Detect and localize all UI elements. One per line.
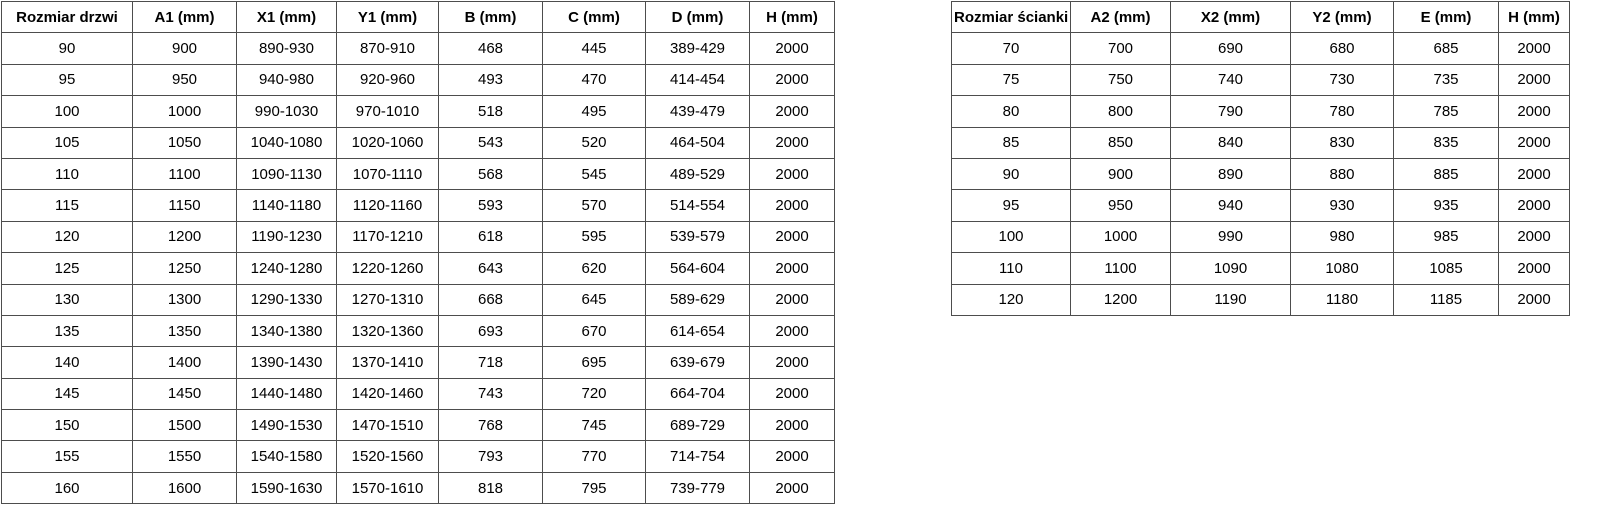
table-cell: 2000 (750, 253, 835, 284)
table-cell: 790 (1171, 96, 1291, 127)
table-cell: 1270-1310 (337, 284, 439, 315)
table-cell: 464-504 (646, 127, 750, 158)
table-row (2, 253, 835, 284)
table-row (952, 221, 1570, 252)
table-cell: 489-529 (646, 158, 750, 189)
table-cell: 970-1010 (337, 96, 439, 127)
table-cell: 439-479 (646, 96, 750, 127)
table-cell: 1250 (133, 253, 237, 284)
table-cell: 1570-1610 (337, 472, 439, 503)
table-cell: 1340-1380 (237, 315, 337, 346)
table-row (2, 158, 835, 189)
table-row (2, 284, 835, 315)
table-row (2, 33, 835, 64)
table-cell: 593 (439, 190, 543, 221)
table-cell: 140 (2, 347, 133, 378)
table-cell: 680 (1291, 33, 1394, 64)
table-cell: 1420-1460 (337, 378, 439, 409)
table-cell: 900 (1071, 158, 1171, 189)
column-header: Rozmiar drzwi (2, 2, 133, 33)
table-cell: 100 (952, 221, 1071, 252)
table-cell: 414-454 (646, 64, 750, 95)
table-cell: 920-960 (337, 64, 439, 95)
table-cell: 120 (952, 284, 1071, 315)
table-cell: 670 (543, 315, 646, 346)
column-header: D (mm) (646, 2, 750, 33)
table-row (2, 64, 835, 95)
table-cell: 570 (543, 190, 646, 221)
table-cell: 980 (1291, 221, 1394, 252)
table-cell: 70 (952, 33, 1071, 64)
table-cell: 1220-1260 (337, 253, 439, 284)
table-cell: 850 (1071, 127, 1171, 158)
table-cell: 700 (1071, 33, 1171, 64)
table-cell: 890-930 (237, 33, 337, 64)
table-cell: 1100 (133, 158, 237, 189)
table-row (952, 253, 1570, 284)
table-cell: 589-629 (646, 284, 750, 315)
table-cell: 830 (1291, 127, 1394, 158)
table-cell: 1090-1130 (237, 158, 337, 189)
column-header: H (mm) (750, 2, 835, 33)
column-header: Rozmiar ścianki (952, 2, 1071, 33)
table-cell: 743 (439, 378, 543, 409)
table-cell: 930 (1291, 190, 1394, 221)
table-cell: 160 (2, 472, 133, 503)
table-cell: 793 (439, 441, 543, 472)
table-cell: 690 (1171, 33, 1291, 64)
table-cell: 1400 (133, 347, 237, 378)
table-cell: 990-1030 (237, 96, 337, 127)
table-cell: 818 (439, 472, 543, 503)
table-cell: 620 (543, 253, 646, 284)
table-cell: 95 (952, 190, 1071, 221)
table-cell: 1290-1330 (237, 284, 337, 315)
table-cell: 2000 (1499, 221, 1570, 252)
table-cell: 1050 (133, 127, 237, 158)
table-cell: 1040-1080 (237, 127, 337, 158)
table-cell: 950 (1071, 190, 1171, 221)
table-row (2, 315, 835, 346)
table-cell: 2000 (750, 410, 835, 441)
table-cell: 1300 (133, 284, 237, 315)
table-cell: 110 (952, 253, 1071, 284)
table-cell: 2000 (750, 441, 835, 472)
table-cell: 2000 (750, 284, 835, 315)
table-cell: 689-729 (646, 410, 750, 441)
table-cell: 1185 (1394, 284, 1499, 315)
table-cell: 940 (1171, 190, 1291, 221)
table-cell: 2000 (750, 221, 835, 252)
table-cell: 643 (439, 253, 543, 284)
table-cell: 2000 (750, 33, 835, 64)
table-cell: 1540-1580 (237, 441, 337, 472)
table-cell: 2000 (750, 158, 835, 189)
table-cell: 1150 (133, 190, 237, 221)
table-cell: 1070-1110 (337, 158, 439, 189)
table-cell: 768 (439, 410, 543, 441)
table-cell: 2000 (1499, 253, 1570, 284)
table-cell: 80 (952, 96, 1071, 127)
table-cell: 2000 (750, 347, 835, 378)
table-cell: 880 (1291, 158, 1394, 189)
header-row (952, 2, 1570, 33)
table-cell: 1520-1560 (337, 441, 439, 472)
table-cell: 890 (1171, 158, 1291, 189)
column-header: Y1 (mm) (337, 2, 439, 33)
table-cell: 389-429 (646, 33, 750, 64)
table-cell: 2000 (750, 96, 835, 127)
table-cell: 493 (439, 64, 543, 95)
table-cell: 740 (1171, 64, 1291, 95)
table-cell: 618 (439, 221, 543, 252)
table-cell: 85 (952, 127, 1071, 158)
table-cell: 2000 (1499, 64, 1570, 95)
table-cell: 1100 (1071, 253, 1171, 284)
column-header: X1 (mm) (237, 2, 337, 33)
wall-panel-size-table (951, 1, 1570, 316)
table-cell: 1190-1230 (237, 221, 337, 252)
table-cell: 1600 (133, 472, 237, 503)
table-cell: 445 (543, 33, 646, 64)
table-cell: 900 (133, 33, 237, 64)
table-cell: 2000 (1499, 96, 1570, 127)
table-cell: 870-910 (337, 33, 439, 64)
table-cell: 720 (543, 378, 646, 409)
table-cell: 780 (1291, 96, 1394, 127)
table-row (2, 190, 835, 221)
table-cell: 1020-1060 (337, 127, 439, 158)
table-cell: 1090 (1171, 253, 1291, 284)
table-cell: 730 (1291, 64, 1394, 95)
table-row (2, 378, 835, 409)
table-cell: 940-980 (237, 64, 337, 95)
table-cell: 1180 (1291, 284, 1394, 315)
table-cell: 95 (2, 64, 133, 95)
table-cell: 1190 (1171, 284, 1291, 315)
table-row (952, 158, 1570, 189)
table-cell: 695 (543, 347, 646, 378)
table-cell: 145 (2, 378, 133, 409)
table-cell: 514-554 (646, 190, 750, 221)
table-row (2, 410, 835, 441)
table-cell: 568 (439, 158, 543, 189)
table-cell: 120 (2, 221, 133, 252)
table-row (2, 472, 835, 503)
table-cell: 1500 (133, 410, 237, 441)
table-cell: 840 (1171, 127, 1291, 158)
table-cell: 735 (1394, 64, 1499, 95)
table-cell: 1200 (1071, 284, 1171, 315)
table-cell: 1080 (1291, 253, 1394, 284)
table-cell: 745 (543, 410, 646, 441)
table-cell: 135 (2, 315, 133, 346)
header-row (2, 2, 835, 33)
table-cell: 520 (543, 127, 646, 158)
table-cell: 714-754 (646, 441, 750, 472)
column-header: H (mm) (1499, 2, 1570, 33)
table-cell: 150 (2, 410, 133, 441)
table-cell: 470 (543, 64, 646, 95)
table-cell: 1170-1210 (337, 221, 439, 252)
table-cell: 718 (439, 347, 543, 378)
table-cell: 1470-1510 (337, 410, 439, 441)
table-cell: 90 (2, 33, 133, 64)
table-cell: 645 (543, 284, 646, 315)
table-row (2, 96, 835, 127)
table-cell: 693 (439, 315, 543, 346)
table-cell: 1490-1530 (237, 410, 337, 441)
table-cell: 1440-1480 (237, 378, 337, 409)
table-row (952, 284, 1570, 315)
table-cell: 2000 (750, 378, 835, 409)
table-cell: 1350 (133, 315, 237, 346)
table-cell: 950 (133, 64, 237, 95)
table-cell: 770 (543, 441, 646, 472)
table-cell: 1550 (133, 441, 237, 472)
table-cell: 1000 (1071, 221, 1171, 252)
table-cell: 985 (1394, 221, 1499, 252)
table-cell: 1085 (1394, 253, 1499, 284)
table-cell: 2000 (1499, 127, 1570, 158)
table-cell: 885 (1394, 158, 1499, 189)
table-cell: 90 (952, 158, 1071, 189)
table-cell: 1590-1630 (237, 472, 337, 503)
table-cell: 2000 (1499, 190, 1570, 221)
table-cell: 495 (543, 96, 646, 127)
table-cell: 125 (2, 253, 133, 284)
table-row (2, 347, 835, 378)
table-cell: 1140-1180 (237, 190, 337, 221)
table-cell: 518 (439, 96, 543, 127)
column-header: A1 (mm) (133, 2, 237, 33)
table-cell: 1450 (133, 378, 237, 409)
door-size-table (1, 1, 835, 504)
table-cell: 2000 (750, 315, 835, 346)
table-cell: 990 (1171, 221, 1291, 252)
table-cell: 795 (543, 472, 646, 503)
column-header: Y2 (mm) (1291, 2, 1394, 33)
table-cell: 2000 (1499, 158, 1570, 189)
column-header: C (mm) (543, 2, 646, 33)
table-cell: 935 (1394, 190, 1499, 221)
table-cell: 110 (2, 158, 133, 189)
table-cell: 595 (543, 221, 646, 252)
table-cell: 1120-1160 (337, 190, 439, 221)
table-cell: 2000 (750, 190, 835, 221)
table-cell: 1000 (133, 96, 237, 127)
table-cell: 785 (1394, 96, 1499, 127)
table-cell: 543 (439, 127, 543, 158)
column-header: B (mm) (439, 2, 543, 33)
table-row (2, 221, 835, 252)
table-cell: 468 (439, 33, 543, 64)
table-cell: 750 (1071, 64, 1171, 95)
column-header: E (mm) (1394, 2, 1499, 33)
table-cell: 685 (1394, 33, 1499, 64)
table-row (952, 64, 1570, 95)
table-cell: 545 (543, 158, 646, 189)
table-cell: 564-604 (646, 253, 750, 284)
table-cell: 1200 (133, 221, 237, 252)
table-cell: 800 (1071, 96, 1171, 127)
table-cell: 2000 (1499, 33, 1570, 64)
table-row (952, 190, 1570, 221)
table-cell: 539-579 (646, 221, 750, 252)
table-cell: 614-654 (646, 315, 750, 346)
table-cell: 155 (2, 441, 133, 472)
table-cell: 1390-1430 (237, 347, 337, 378)
table-cell: 105 (2, 127, 133, 158)
table-cell: 2000 (750, 127, 835, 158)
table-cell: 1320-1360 (337, 315, 439, 346)
table-cell: 664-704 (646, 378, 750, 409)
table-cell: 130 (2, 284, 133, 315)
table-row (952, 33, 1570, 64)
table-cell: 835 (1394, 127, 1499, 158)
column-header: X2 (mm) (1171, 2, 1291, 33)
table-cell: 639-679 (646, 347, 750, 378)
table-cell: 1370-1410 (337, 347, 439, 378)
table-row (952, 96, 1570, 127)
table-cell: 1240-1280 (237, 253, 337, 284)
table-cell: 115 (2, 190, 133, 221)
table-cell: 2000 (1499, 284, 1570, 315)
table-cell: 739-779 (646, 472, 750, 503)
table-row (2, 441, 835, 472)
table-cell: 75 (952, 64, 1071, 95)
table-cell: 2000 (750, 64, 835, 95)
table-cell: 668 (439, 284, 543, 315)
table-cell: 100 (2, 96, 133, 127)
table-cell: 2000 (750, 472, 835, 503)
table-row (2, 127, 835, 158)
table-row (952, 127, 1570, 158)
column-header: A2 (mm) (1071, 2, 1171, 33)
